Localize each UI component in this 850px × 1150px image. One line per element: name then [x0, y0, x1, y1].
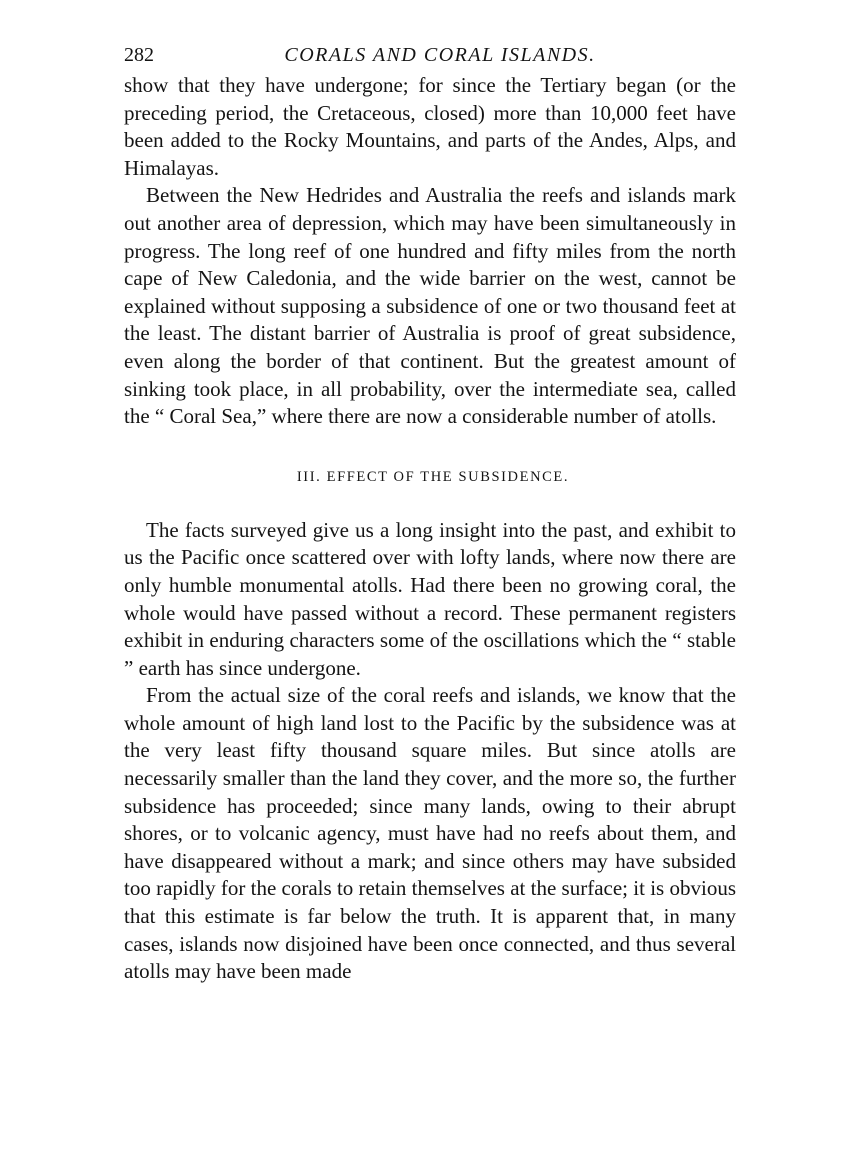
running-head [124, 38, 736, 72]
paragraph-new-hedrides: Between the New Hedrides and Australia the reefs and islands mark out another area of depression, which may have been simultaneously in progress. The long reef of one hundred and fifty miles from the north cape of New Caledonia, and the wide barrier on the west, cannot be explained without supposing a subsidence of one or two thousand feet at the least. The distant barrier of Australia is proof of great subsidence, even along the border of that continent. But the greatest amount of sinking took place, in all probability, over the intermediate sea, called the “ Coral Sea,” where there are now a considerable number of atolls. [124, 183, 736, 429]
book-page [124, 38, 736, 986]
running-title: CORALS AND CORAL ISLANDS. [284, 44, 596, 66]
paragraph-actual-size: From the actual size of the coral reefs and islands, we know that the whole amount of high land lost to the Pacific by the subsidence was at the very least fifty thousand square miles. But since atolls are necessarily smaller than the land they cover, and the more so, the further subsidence has proceeded; since many lands, owing to their abrupt shores, or to volcanic agency, must have had no reefs about them, and have disappeared without a mark; and since others may have subsided too rapidly for the corals to retain themselves at the surface; it is obvious that this estimate is far below the truth. It is apparent that, in many cases, islands now disjoined have been once connected, and thus several atolls may have been made [124, 683, 736, 984]
paragraph-continuation: show that they have undergone; for since the Tertiary began (or the preceding period, the Cretaceous, closed) more than 10,000 feet have been added to the Rocky Mountains, and parts of the Andes, Alps, and Himalayas. [124, 73, 736, 180]
page-number: 282 [124, 44, 154, 66]
paragraph-facts-surveyed: The facts surveyed give us a long insight into the past, and exhibit to us the Pacific once scattered over with lofty lands, where now there are only humble monumental atolls. Had there been no growing coral, the whole would have passed without a record. These permanent registers exhibit in enduring characters some of the oscillations which the “ stable ” earth has since undergone. [124, 517, 736, 680]
section-heading: III. EFFECT OF THE SUBSIDENCE. [296, 468, 570, 485]
